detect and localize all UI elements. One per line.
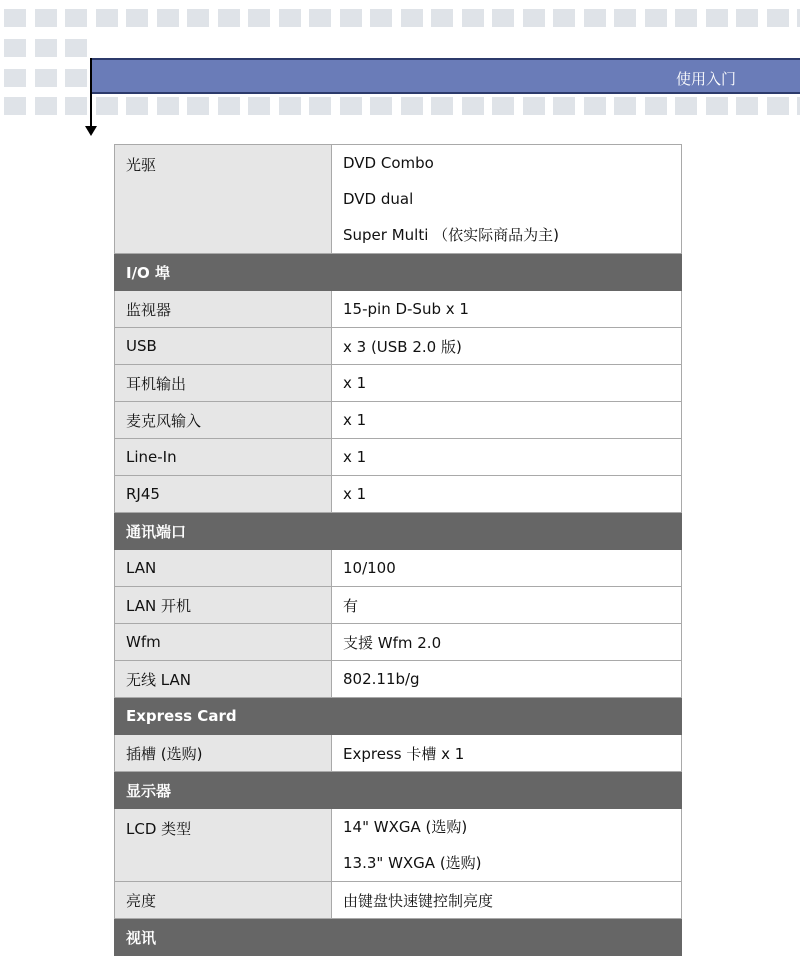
header-tile [309,97,331,115]
header-title: 使用入门 [675,70,736,88]
spec-value: 802.11b/g [332,661,682,698]
header-tile [126,97,148,115]
spec-row [115,550,682,587]
spec-value: x 1 [332,439,682,476]
header-tile [4,97,26,115]
header-tile [248,97,270,115]
header-tile [462,97,484,115]
spec-label: Wfm [115,624,332,661]
section-header-row [115,772,682,809]
header-tile [35,97,57,115]
header-tile [126,9,148,27]
header-tile [157,97,179,115]
header-tile [675,97,697,115]
section-header-row [115,698,682,735]
header-banner [90,58,800,94]
spec-label: Line-In [115,439,332,476]
spec-table [114,144,682,956]
header-tile [157,9,179,27]
header-tile [65,39,87,57]
spec-row [115,476,682,513]
spec-value-line: 14" WXGA (选购) [343,818,468,836]
header-tile [35,39,57,57]
spec-row [115,328,682,365]
spec-value-line: Super Multi （依实际商品为主) [343,226,559,244]
section-title: 显示器 [115,772,682,809]
spec-label: RJ45 [115,476,332,513]
spec-value-cell [332,809,682,882]
spec-value: 由键盘快速键控制亮度 [332,882,682,919]
arrow-down-icon [85,126,97,136]
spec-value: 15-pin D-Sub x 1 [332,291,682,328]
header-vertical-line [90,58,92,126]
header-tile [96,97,118,115]
header-tile [279,9,301,27]
spec-row [115,624,682,661]
spec-row [115,365,682,402]
spec-row [115,402,682,439]
header-tile [279,97,301,115]
header-tile [218,9,240,27]
header-tile [401,97,423,115]
spec-label: LCD 类型 [115,809,332,882]
spec-label: 插槽 (选购) [115,735,332,772]
spec-row [115,661,682,698]
header-tile [218,97,240,115]
spec-label: 监视器 [115,291,332,328]
header-tile [584,97,606,115]
section-title: 视讯 [115,919,682,956]
header-tile [553,97,575,115]
header-tile [767,97,789,115]
header-tile [4,69,26,87]
header-tile [187,97,209,115]
header-tile [4,39,26,57]
header-tile [767,9,789,27]
header-tile [431,97,453,115]
header-tile [340,97,362,115]
header-tile [96,9,118,27]
header-tile [645,9,667,27]
section-header-row [115,254,682,291]
spec-row [115,809,682,882]
header-tile [523,9,545,27]
section-header-row [115,919,682,956]
header-tile [736,97,758,115]
section-title: I/O 埠 [115,254,682,291]
header-tile [614,97,636,115]
header-tile [370,97,392,115]
header-tile [675,9,697,27]
spec-value: 支援 Wfm 2.0 [332,624,682,661]
header-tile [4,9,26,27]
header-tile [492,97,514,115]
spec-value: x 1 [332,365,682,402]
spec-value: 10/100 [332,550,682,587]
spec-value-line: 13.3" WXGA (选购) [343,854,482,872]
header-tile [614,9,636,27]
spec-value: x 3 (USB 2.0 版) [332,328,682,365]
header-tile [706,97,728,115]
spec-label: LAN [115,550,332,587]
header-tile [35,9,57,27]
header-tile [431,9,453,27]
spec-label: LAN 开机 [115,587,332,624]
header-tile [309,9,331,27]
spec-row [115,439,682,476]
header-tile [248,9,270,27]
header-tile [736,9,758,27]
spec-row [115,735,682,772]
spec-label: 麦克风输入 [115,402,332,439]
section-title: Express Card [115,698,682,735]
header-tile [492,9,514,27]
header-tile [65,69,87,87]
header-tile [645,97,667,115]
header-tile [401,9,423,27]
header-tile [65,97,87,115]
spec-value: x 1 [332,476,682,513]
spec-value-line: DVD Combo [343,154,434,172]
spec-value: Express 卡槽 x 1 [332,735,682,772]
header-tile [462,9,484,27]
header-tile [340,9,362,27]
header-tile [187,9,209,27]
spec-value: x 1 [332,402,682,439]
spec-row [115,145,682,254]
section-title: 通讯端口 [115,513,682,550]
spec-row [115,291,682,328]
spec-value: 有 [332,587,682,624]
header-tile [584,9,606,27]
spec-row [115,882,682,919]
header-tile [35,69,57,87]
header-tile [65,9,87,27]
header-tile [553,9,575,27]
section-header-row [115,513,682,550]
spec-label: 无线 LAN [115,661,332,698]
header-tile [706,9,728,27]
spec-label: 亮度 [115,882,332,919]
header-tile [523,97,545,115]
spec-value-line: DVD dual [343,190,414,208]
spec-label: USB [115,328,332,365]
spec-value-cell [332,145,682,254]
spec-row [115,587,682,624]
spec-label: 光驱 [115,145,332,254]
spec-label: 耳机输出 [115,365,332,402]
header-tile [370,9,392,27]
